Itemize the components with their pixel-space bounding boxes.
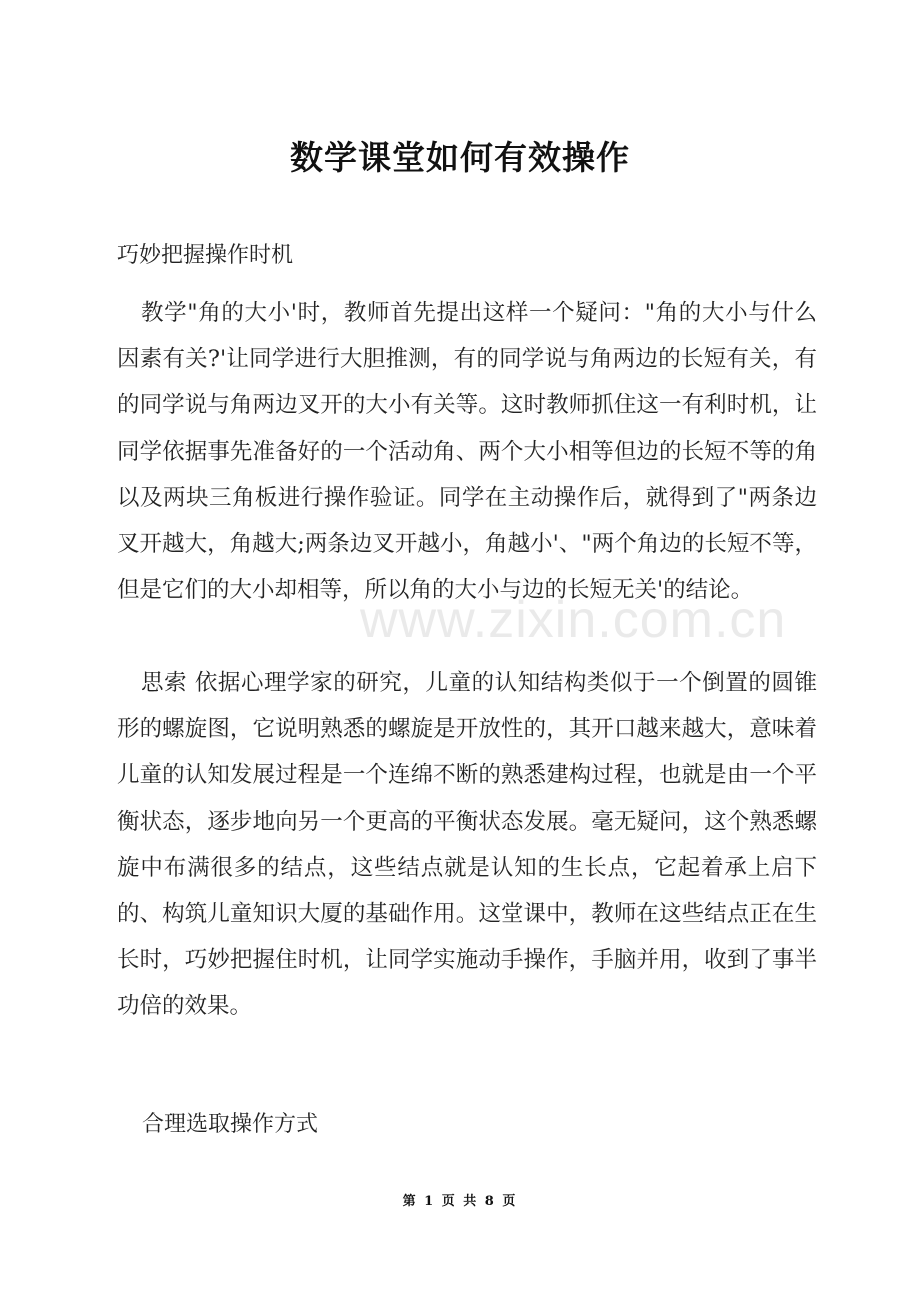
page-footer: 第 1 页 共 8 页 — [402, 1194, 518, 1209]
paragraph-angle-lesson: 教学"角的大小'时，教师首先提出这样一个疑问："角的大小与什么因素有关?'让同学进行大胆推测，有的同学说与角两边的长短有关，有的同学说与角两边叉开的大小有关等。这时教师抓住这一有利时机，让同学依据事先准备好的一个活动角、两个大小相等但边的长短不等的角以及两块三角板进行操作验证。同学在主动操作后，就得到了"两条边叉开越大，角越大;两条边叉开越小，角越小'、"两个角边的长短不等，但是它们的大小却相等，所以角的大小与边的长短无关'的结论。 — [117, 300, 817, 604]
section-heading-method: 合理选取操作方式 — [142, 1112, 319, 1137]
document-title: 数学课堂如何有效操作 — [290, 138, 630, 177]
section-heading-timing: 巧妙把握操作时机 — [117, 243, 294, 268]
watermark: www.zixin.com.cn — [360, 591, 787, 649]
paragraph-reflection: 思索 依据心理学家的研究，儿童的认知结构类似于一个倒置的圆锥形的螺旋图，它说明熟悉的螺旋是开放性的，其开口越来越大，意味着儿童的认知发展过程是一个连绵不断的熟悉建构过程，也就是由一个平衡状态，逐步地向另一个更高的平衡状态发展。毫无疑问，这个熟悉螺旋中布满很多的结点，这些结点就是认知的生长点，它起着承上启下的、构筑儿童知识大厦的基础作用。这堂课中，教师在这些结点正在生长时，巧妙把握住时机，让同学实施动手操作，手脑并用，收到了事半功倍的效果。 — [117, 670, 817, 1020]
